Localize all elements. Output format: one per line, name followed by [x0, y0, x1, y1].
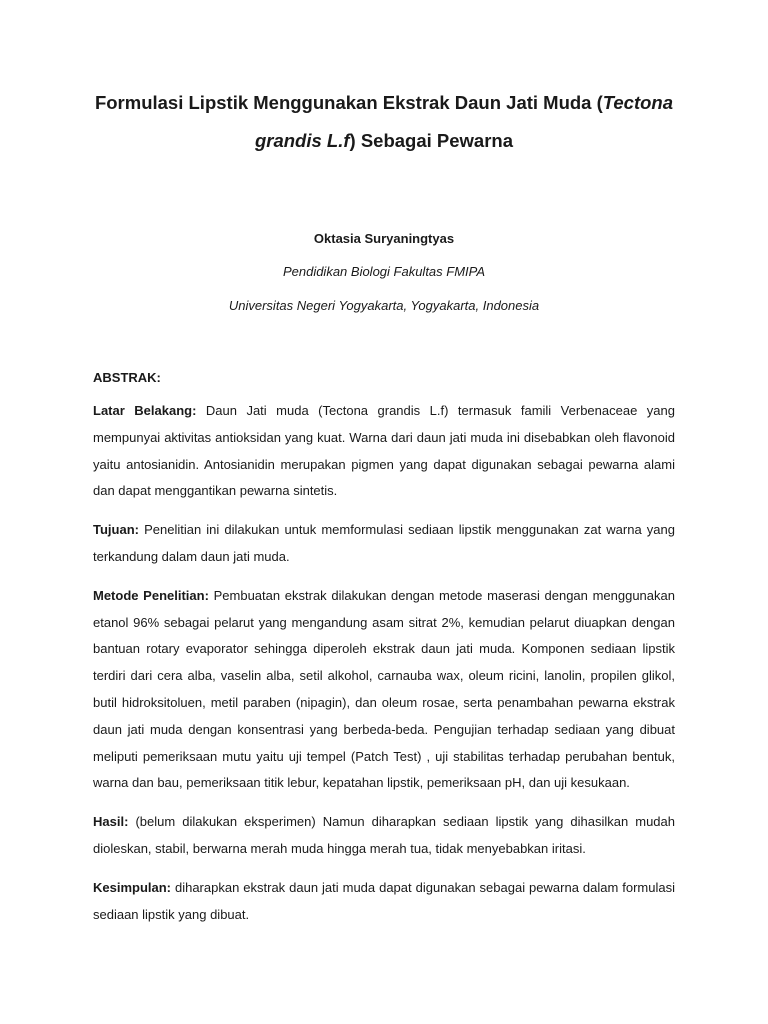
affiliation-university: Universitas Negeri Yogyakarta, Yogyakarta, Indonesia — [228, 298, 540, 313]
section-label: Tujuan: — [93, 522, 139, 538]
section-text: Daun Jati muda (Tectona grandis L.f) termasuk famili Verbenaceae yang mempunyai aktivitas antioksidan yang kuat. Warna dari daun jati muda ini disebabkan oleh flavonoid yaitu antosianidin. Antosianidin merupakan pigmen yang dapat digunakan sebagai pewarna alami dan dapat menggantikan pewarna sintetis. — [93, 403, 675, 499]
abstract-section-method — [93, 583, 675, 797]
abstract-section-results — [93, 809, 675, 863]
abstract-section-background — [93, 398, 675, 505]
title-prefix: Formulasi Lipstik Menggunakan Ekstrak Daun Jati Muda ( — [94, 92, 603, 113]
section-label: Hasil: — [93, 814, 129, 830]
title-suffix: ) Sebagai Pewarna — [349, 130, 514, 151]
abstract-section-objective — [93, 517, 675, 571]
abstract-heading: ABSTRAK: — [93, 370, 161, 385]
section-text: Pembuatan ekstrak dilakukan dengan metode maserasi dengan menggunakan etanol 96% sebagai pelarut yang mengandung asam sitrat 2%, kemudian pelarut diuapkan dengan bantuan rotary evaporator sehingga diperoleh ekstrak daun jati muda. Komponen sediaan lipstik terdiri dari cera alba, vaselin alba, setil alkohol, carnauba wax, oleum ricini, lanolin, propilen glikol, butil hidroksitoluen, metil paraben (nipagin), dan oleum rosae, serta penambahan pewarna ekstrak daun jati muda dengan konsentrasi yang berbeda-beda. Pengujian terhadap sediaan yang dibuat meliputi pemeriksaan mutu yaitu uji tempel (Patch Test) , uji stabilitas terhadap perubahan bentuk, warna dan bau, pemeriksaan titik lebur, kepatahan lipstik, pemeriksaan pH, dan uji kesukaan. — [93, 587, 675, 791]
author-name: Oktasia Suryaningtyas — [313, 231, 455, 246]
section-text: diharapkan ekstrak daun jati muda dapat digunakan sebagai pewarna dalam formulasi sediaan lipstik yang dibuat. — [93, 879, 675, 922]
section-label: Metode Penelitian: — [93, 587, 209, 603]
title-italic-2: grandis L.f — [254, 130, 350, 151]
section-label: Kesimpulan: — [93, 879, 172, 895]
section-label: Latar Belakang: — [93, 403, 197, 418]
section-text: Penelitian ini dilakukan untuk memformulasi sediaan lipstik menggunakan zat warna yang terkandung dalam daun jati muda. — [93, 522, 675, 564]
affiliation-department: Pendidikan Biologi Fakultas FMIPA — [282, 264, 486, 279]
abstract-section-conclusion — [93, 875, 675, 929]
title-italic-1: Tectona — [602, 92, 674, 113]
section-text: (belum dilakukan eksperimen) Namun diharapkan sediaan lipstik yang dihasilkan mudah dioleskan, stabil, berwarna merah muda hingga merah tua, tidak menyebabkan iritasi. — [93, 814, 675, 856]
paper-title — [93, 84, 675, 160]
